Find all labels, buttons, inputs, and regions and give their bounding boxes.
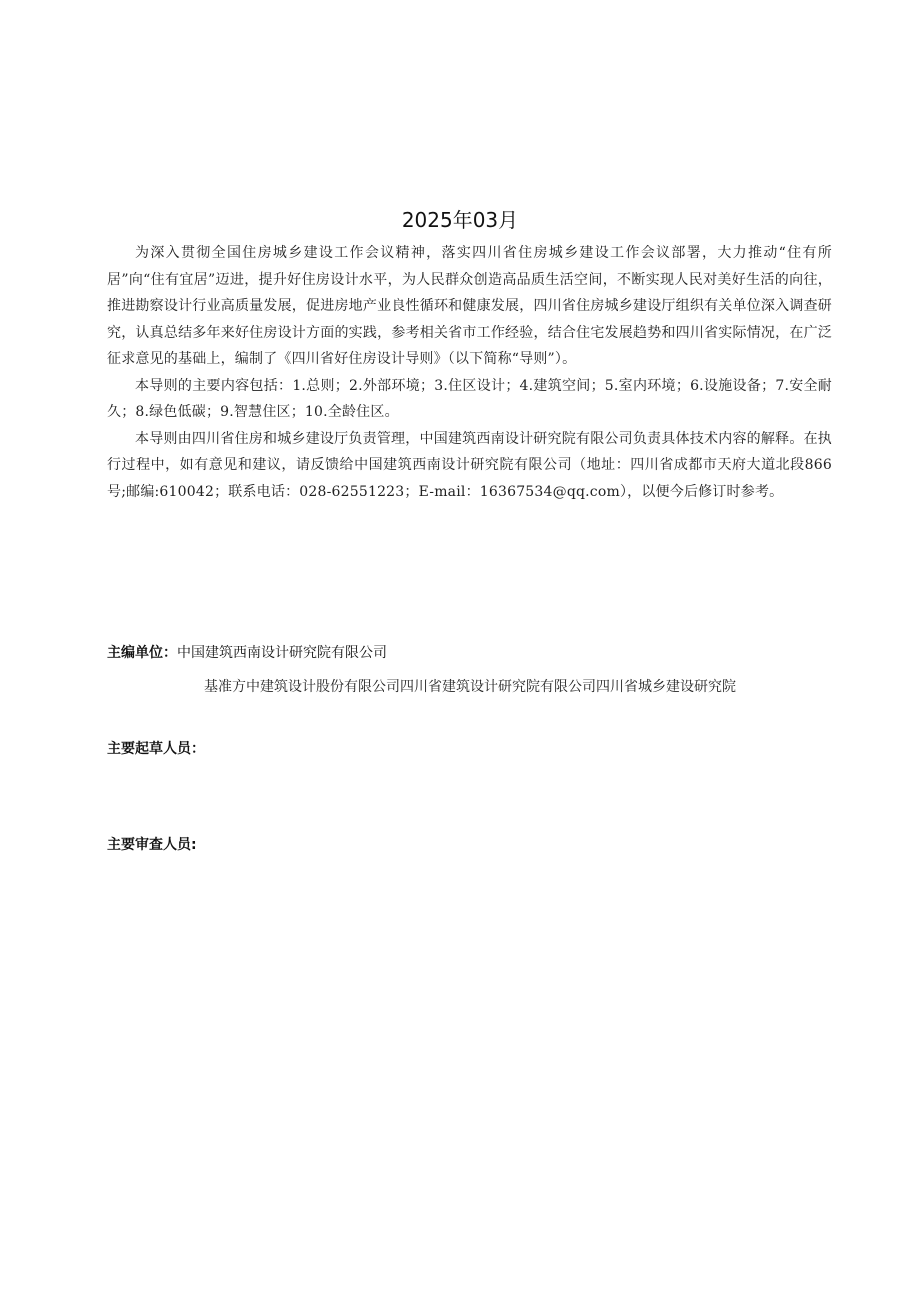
reviewers-row (107, 834, 197, 854)
drafters-row (107, 738, 205, 758)
chief-editor-row (107, 642, 387, 662)
preface-paragraph-1: 为深入贯彻全国住房城乡建设工作会议精神，落实四川省住房城乡建设工作会议部署，大力推动“住有所居”向“住有宜居”迈进，提升好住房设计水平，为人民群众创造高品质生活空间，不断实现人民对美好生活的向往，推进勘察设计行业高质量发展，促进房地产业良性循环和健康发展，四川省住房城乡建设厅组织有关单位深入调查研究，认真总结多年来好住房设计方面的实践，参考相关省市工作经验，结合住宅发展趋势和四川省实际情况，在广泛征求意见的基础上，编制了《四川省好住房设计导则》（以下简称“导则”）。 (107, 245, 832, 367)
preface-paragraph-2: 本导则的主要内容包括：1.总则；2.外部环境；3.住区设计；4.建筑空间；5.室内环境；6.设施设备；7.安全耐久；8.绿色低碳；9.智慧住区；10.全龄住区。 (107, 377, 832, 420)
chief-editor-label: 主编单位： (107, 645, 177, 661)
participating-units: 基准方中建筑设计股份有限公司四川省建筑设计研究院有限公司四川省城乡建设研究院 (204, 679, 736, 695)
chief-editor-value: 中国建筑西南设计研究院有限公司 (177, 645, 387, 661)
document-date: 2025年03月 (401, 208, 519, 232)
reviewers-label: 主要审查人员: (107, 837, 197, 853)
preface-body (107, 240, 832, 505)
drafters-label: 主要起草人员： (107, 741, 205, 757)
preface-paragraph-3: 本导则由四川省住房和城乡建设厅负责管理，中国建筑西南设计研究院有限公司负责具体技术内容的解释。在执行过程中，如有意见和建议，请反馈给中国建筑西南设计研究院有限公司（地址：四川省成都市天府大道北段866号;邮编:610042；联系电话：028-62551223；E-mail：16367534@qq.com），以便今后修订时参考。 (107, 430, 832, 500)
